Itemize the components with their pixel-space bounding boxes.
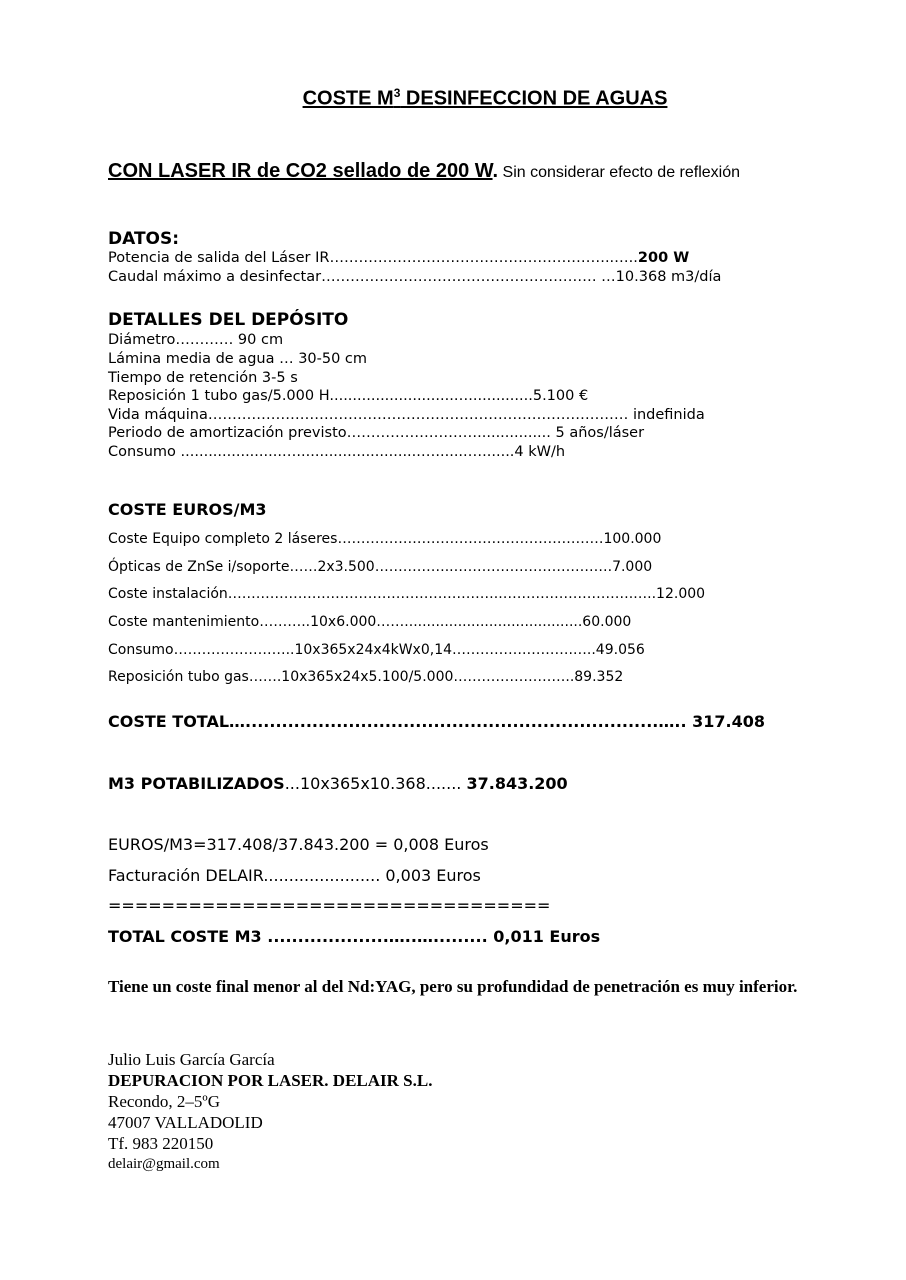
total-coste-m3: TOTAL COSTE M3 ....................…..…......... 0,011 Euros — [108, 927, 601, 946]
coste-line: Coste mantenimiento………..10x6.000……........................................60.000 — [108, 614, 632, 630]
title-rest: DESINFECCION DE AGUAS — [400, 87, 668, 110]
signature-email: delair@gmail.com — [108, 1156, 220, 1172]
title-main: COSTE M — [302, 87, 394, 110]
deposito-heading: DETALLES DEL DEPÓSITO — [108, 310, 349, 330]
deposito-line: Consumo ......................…...........................….......….......4 kW/h — [108, 444, 566, 460]
coste-line: Reposición tubo gas…….10x365x24x5.100/5.000……………………..89.352 — [108, 669, 624, 685]
deposito-line: Lámina media de agua … 30-50 cm — [108, 351, 368, 367]
signature-company: DEPURACION POR LASER. DELAIR S.L. — [108, 1071, 433, 1090]
m3-potabilizados-label: M3 POTABILIZADOS — [108, 774, 285, 793]
page-title — [0, 86, 906, 111]
coste-total-label: COSTE TOTAL…....................................................................….. — [108, 712, 693, 731]
datos-line-potencia — [108, 249, 689, 268]
signature-name: Julio Luis García García — [108, 1050, 275, 1069]
m3-potabilizados-value: 37.843.200 — [466, 774, 568, 793]
coste-line: Consumo……………………..10x365x24x4kWx0,14…………….……….…..49.056 — [108, 642, 645, 658]
deposito-line: Reposición 1 tubo gas/5.000 H...........................…..............5.100 € — [108, 388, 589, 404]
deposito-line: Diámetro………… 90 cm — [108, 332, 284, 348]
coste-line: Ópticas de ZnSe i/soporte……2x3.500……………..…………………………….7.000 — [108, 559, 653, 575]
facturacion-delair: Facturación DELAIR....................... 0,003 Euros — [108, 866, 481, 885]
conclusion-note: Tiene un coste final menor al del Nd:YAG, pero su profundidad de penetración es muy inferior. — [108, 977, 798, 996]
signature-city: 47007 VALLADOLID — [108, 1113, 263, 1132]
m3-potabilizados — [108, 774, 568, 793]
subtitle — [108, 160, 740, 183]
coste-total — [108, 712, 765, 731]
coste-total-value: 317.408 — [692, 712, 765, 731]
subtitle-period: . — [492, 160, 499, 182]
deposito-line: Tiempo de retención 3-5 s — [108, 370, 298, 386]
m3-potabilizados-calc: ...10x365x10.368....... — [284, 774, 467, 793]
signature-phone: Tf. 983 220150 — [108, 1134, 214, 1153]
datos-line-potencia-value: 200 W — [637, 250, 690, 266]
subtitle-rest: Sin considerar efecto de reflexión — [498, 164, 741, 181]
datos-line-caudal: Caudal máximo a desinfectar………………………………………………… …10.368 m3/día — [108, 269, 722, 285]
signature-street: Recondo, 2–5ºG — [108, 1092, 220, 1111]
separator: ================================= — [108, 896, 551, 915]
signature-block — [108, 1049, 432, 1175]
title-superscript: 3 — [393, 86, 401, 100]
coste-heading: COSTE EUROS/M3 — [108, 500, 267, 519]
datos-line-potencia-text: Potencia de salida del Láser IR…………………………………………………..….. — [108, 250, 638, 266]
deposito-line: Periodo de amortización previsto………………………................ 5 años/láser — [108, 425, 645, 441]
datos-heading: DATOS: — [108, 229, 180, 249]
coste-line: Coste Equipo completo 2 láseres…………………………………………………100.000 — [108, 531, 662, 547]
euros-per-m3: EUROS/M3=317.408/37.843.200 = 0,008 Euros — [108, 835, 489, 854]
coste-line: Coste instalación…………………………………………………..……………………….…..12.000 — [108, 586, 706, 602]
subtitle-main: CON LASER IR de CO2 sellado de 200 W — [108, 160, 493, 182]
deposito-line: Vida máquina…………………………………………………………………………… indefinida — [108, 407, 705, 423]
